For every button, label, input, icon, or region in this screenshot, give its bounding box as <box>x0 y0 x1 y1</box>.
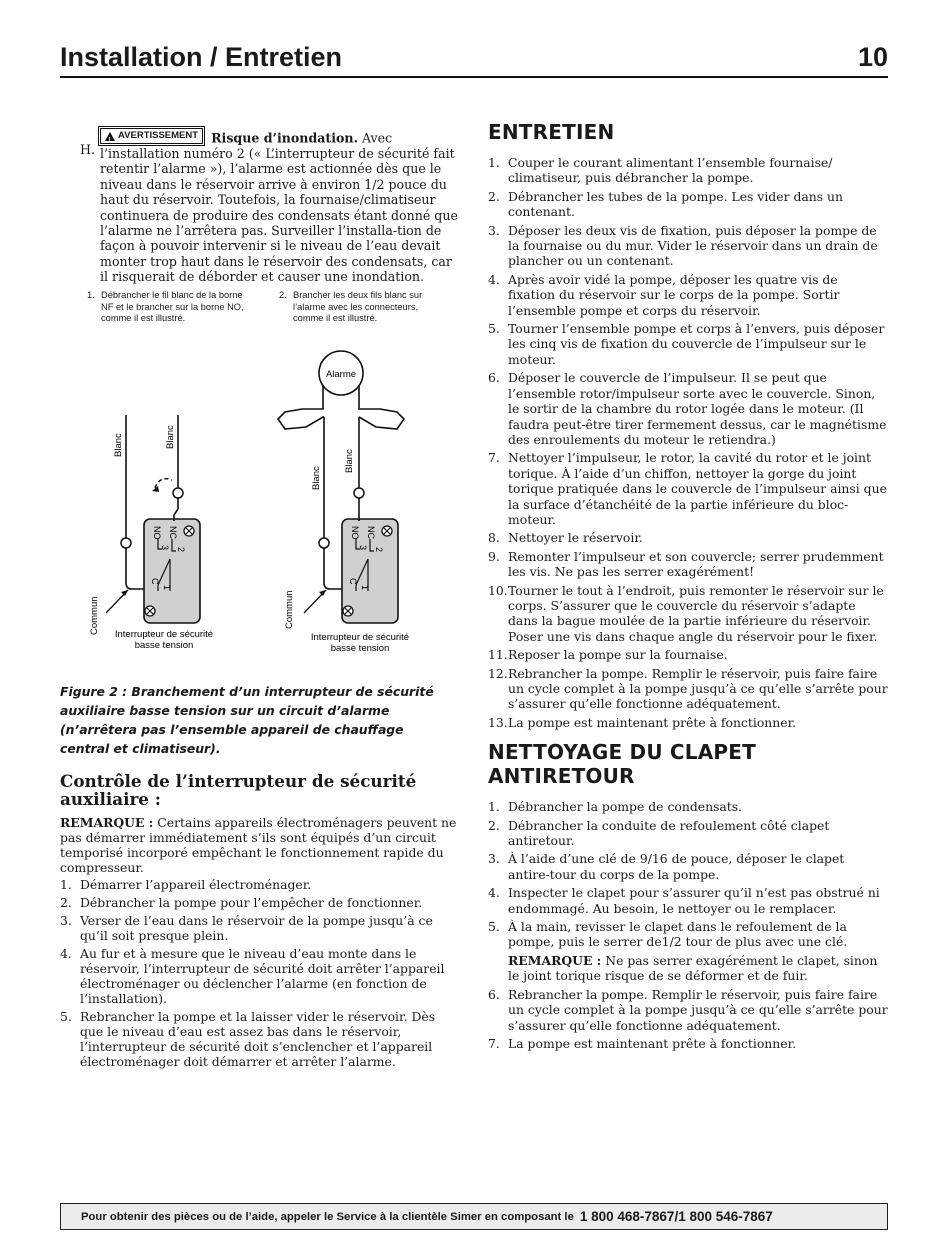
label-terminal: 1 <box>162 585 172 591</box>
list-item <box>488 851 888 882</box>
list-item <box>488 450 888 527</box>
list-item <box>488 155 888 186</box>
aux-remark-label: REMARQUE : <box>60 815 154 830</box>
warning-text: Avec l’installation numéro 2 (« L’interrupteur de sécurité fait retentir l’alarme »), l’alarme est actionnée dès que le niveau dans le réservoir arrive à environ 1/2 pouce du haut du réservoir. Toutefois, la fournaise/climatiseur continuera de produire des condensats étant donné que l’alarme ne l’arrêtera pas. Surveiller l’installa-tion de façon à pouvoir intervenir si le niveau de l’eau devait monter trop haut dans le réservoir des condensats, car il risquerait de déborder et causer une inondation. <box>100 130 458 285</box>
page-number: 10 <box>857 42 888 72</box>
list-item-number: 12. <box>488 665 508 681</box>
list-item <box>60 877 458 892</box>
left-column <box>60 128 460 323</box>
wire-label: Blanc <box>311 466 322 490</box>
page-header <box>60 40 888 78</box>
list-item-number: 1. <box>488 155 500 170</box>
list-item <box>488 715 888 730</box>
wire-label: Blanc <box>113 433 124 457</box>
list-item-number: 2. <box>60 895 72 910</box>
warning-paragraph <box>60 128 460 285</box>
switch-left <box>89 415 213 651</box>
list-item <box>488 370 888 447</box>
page-title: Installation / Entretien <box>60 42 343 72</box>
aux-section-title: Contrôle de l’interrupteur de sécurité auxiliaire : <box>60 771 417 809</box>
list-item-number: 11. <box>488 647 508 663</box>
switch-right <box>278 351 409 654</box>
list-item-text: Tourner l’ensemble pompe et corps à l’envers, puis déposer les cinq vis de fixation du couvercle de l’impulseur sur le moteur. <box>508 321 885 367</box>
list-item-text: Nettoyer l’impulseur, le rotor, la cavité du rotor et le joint torique. À l’aide d’un chiffon, nettoyer la gorge du joint torique pratiquée dans le couvercle de l’impulseur ainsi que la surface d’étanchéité de la partie inférieure du bloc-moteur. <box>508 450 887 527</box>
terminal-icon <box>354 488 364 498</box>
label-c: C <box>348 578 358 585</box>
label-terminal: 3 <box>358 545 368 551</box>
diagram-step-text: Débrancher le fil blanc de la borne NF et le brancher sur la borne NO, comme il est illustré. <box>101 290 244 323</box>
list-item-text: Déposer les deux vis de fixation, puis déposer la pompe de la fournaise ou du mur. Vider le réservoir dans un drain de plancher ou un contenant. <box>508 222 878 269</box>
list-item <box>60 913 458 943</box>
list-item <box>488 987 888 1033</box>
list-item-number: 8. <box>488 530 500 546</box>
list-item-number: 1. <box>488 799 500 815</box>
warning-badge-label: AVERTISSEMENT <box>118 130 199 142</box>
list-item <box>488 583 888 645</box>
list-item-number: 2. <box>488 188 500 204</box>
label-nc: NC <box>366 526 376 539</box>
list-item-text: Inspecter le clapet pour s’assurer qu’il n’est pas obstrué ni endommagé. Au besoin, le nettoyer ou le remplacer. <box>508 885 880 916</box>
list-item-number: 4. <box>60 946 72 961</box>
list-item-number: 13. <box>488 714 508 730</box>
switch-label-line1: Interrupteur de sécurité <box>310 632 410 643</box>
list-item-text: Nettoyer le réservoir. <box>508 530 643 546</box>
list-item-number: 5. <box>488 321 500 337</box>
warning-letter: H. <box>80 142 95 157</box>
list-item <box>488 647 888 662</box>
list-item-text: À la main, revisser le clapet dans le refoulement de la pompe, puis le serrer de1/2 tour de plus avec une clé. <box>508 919 848 950</box>
list-item-number: 6. <box>488 370 500 386</box>
list-item <box>488 666 888 712</box>
entretien-title: ENTRETIEN <box>488 120 615 144</box>
list-item-text: Débrancher la pompe pour l’empêcher de fonctionner. <box>80 895 423 910</box>
switch-label-line2: basse tension <box>330 643 390 654</box>
list-item-text: Débrancher les tubes de la pompe. Les vider dans un contenant. <box>508 188 843 220</box>
list-item-text: Déposer le couvercle de l’impulseur. Il se peut que l’ensemble rotor/impulseur sorte avec le couvercle. Sinon, le sortir de la chambre du rotor logée dans le moteur. (Il faudra peut-être tirer fermement dessus, car le magnétisme des enroulements du moteur le retiendra.) <box>508 370 887 447</box>
nettoyage-remark-text: Ne pas serrer exagérément le clapet, sinon le joint torique risque de se déformer et de fuir. <box>508 952 878 984</box>
diagram-step <box>87 290 252 325</box>
footer-bar <box>60 1203 888 1230</box>
label-terminal: 1 <box>360 585 370 591</box>
aux-remark-text: Certains appareils électroménagers peuvent ne pas démarrer immédiatement s’ils sont équipés d’un circuit temporisé incorporé empêchant le fonctionnement rapide du compresseur. <box>60 815 457 875</box>
aux-remark <box>60 815 458 875</box>
list-item-text: Rebrancher la pompe. Remplir le réservoir, puis faire faire un cycle complet à la pompe jusqu’à ce qu’elle s’arrête pour s’assurer qu’elle fonctionne adéquatement. <box>508 986 888 1033</box>
figure-caption: Figure 2 : Branchement d’un interrupteur de sécurité auxiliaire basse tension sur un circuit d’alarme (n’arrêtera pas l’ensemble appareil de chauffage central et climatiseur). <box>60 684 434 756</box>
list-item-text: Rebrancher la pompe. Remplir le réservoir, puis faire faire un cycle complet à la pompe jusqu’à ce qu’elle s’arrête pour s’assurer qu’elle fonctionne adéquatement. <box>508 665 888 712</box>
list-item-number: 1. <box>60 877 72 892</box>
alarm-label: Alarme <box>325 369 357 380</box>
footer-text: Pour obtenir des pièces ou de l’aide, appeler le Service à la clientèle Simer en composant le <box>81 1210 574 1223</box>
list-item-number: 3. <box>60 913 72 928</box>
list-item-number: 10. <box>488 582 508 598</box>
entretien-list <box>488 155 888 730</box>
list-item <box>488 1036 888 1051</box>
list-item <box>488 799 888 814</box>
list-item <box>60 895 458 910</box>
label-no: NO <box>152 526 162 540</box>
nettoyage-remark-label: REMARQUE : <box>508 952 602 968</box>
list-item-number: 6. <box>488 986 500 1002</box>
list-item-number: 4. <box>488 885 500 901</box>
footer-phone: 1 800 468-7867/1 800 546-7867 <box>579 1209 773 1224</box>
common-label: Commun <box>89 596 100 635</box>
warning-lead: Risque d’inondation. <box>211 130 358 146</box>
list-item <box>488 818 888 849</box>
list-item <box>488 223 888 269</box>
nettoyage-title: NETTOYAGE DU CLAPET ANTIRETOUR <box>488 740 756 789</box>
list-item-number: 9. <box>488 548 500 564</box>
label-terminal: 2 <box>176 547 186 553</box>
list-item-text: À l’aide d’une clé de 9/16 de pouce, déposer le clapet antire-tour du corps de la pompe. <box>508 851 845 882</box>
list-item-text: Débrancher la pompe de condensats. <box>508 799 743 815</box>
list-item-text: La pompe est maintenant prête à fonctionner. <box>508 1035 797 1051</box>
list-item-number: 4. <box>488 271 500 287</box>
wiring-diagram <box>80 345 440 665</box>
list-item-text: Démarrer l’appareil électroménager. <box>80 877 312 892</box>
terminal-icon <box>173 488 183 498</box>
list-item-number: 3. <box>488 851 500 867</box>
list-item-number: 7. <box>488 1035 500 1051</box>
list-item-number: 5. <box>60 1009 72 1024</box>
list-item-text: Débrancher la conduite de refoulement côté clapet antiretour. <box>508 817 830 849</box>
list-item <box>488 530 888 545</box>
diagram-step-number: 2. <box>279 290 287 300</box>
list-item <box>60 946 458 1006</box>
right-column <box>488 120 888 1054</box>
aux-section-body <box>60 815 458 1072</box>
terminal-icon <box>319 538 329 548</box>
list-item <box>488 189 888 220</box>
list-item-number: 7. <box>488 450 500 466</box>
warning-badge <box>100 128 203 144</box>
list-item-text: Verser de l’eau dans le réservoir de la pompe jusqu’à ce qu’il soit presque plein. <box>80 913 433 943</box>
common-label: Commun <box>284 590 295 629</box>
terminal-icon <box>121 538 131 548</box>
list-item <box>60 1009 458 1069</box>
label-terminal: 3 <box>160 545 170 551</box>
list-item-number: 3. <box>488 222 500 238</box>
label-c: C <box>150 578 160 585</box>
nettoyage-remark <box>508 953 888 984</box>
list-item-text: Après avoir vidé la pompe, déposer les quatre vis de fixation du réservoir sur le corps de la pompe. Sortir l’ensemble pompe et corps du réservoir. <box>508 271 840 318</box>
list-item-text: Couper le courant alimentant l’ensemble fournaise/ climatiseur, puis débrancher la pompe. <box>508 155 833 186</box>
diagram-step-text: Brancher les deux fils blanc sur l’alarme avec les connecteurs, comme il est illustré. <box>293 290 423 323</box>
list-item-text: Au fur et à mesure que le niveau d’eau monte dans le réservoir, l’interrupteur de sécurité doit arrêter l’appareil électroménager ou déclencher l’alarme (en fonction de l’installation). <box>80 946 445 1006</box>
list-item <box>488 885 888 916</box>
diagram-step <box>279 290 449 325</box>
diagram-step-number: 1. <box>87 290 95 300</box>
switch-label-line2: basse tension <box>134 640 194 651</box>
list-item <box>488 549 888 580</box>
list-item-text: La pompe est maintenant prête à fonctionner. <box>508 714 797 730</box>
aux-list <box>60 877 458 1069</box>
label-nc: NC <box>168 526 178 539</box>
list-item-text: Remonter l’impulseur et son couvercle; serrer prudemment les vis. Ne pas les serrer exagérément! <box>508 548 884 580</box>
list-item <box>488 321 888 367</box>
list-item <box>488 272 888 318</box>
list-item-text: Reposer la pompe sur la fournaise. <box>508 647 728 663</box>
list-item-number: 2. <box>488 817 500 833</box>
wire-label: Blanc <box>165 425 176 449</box>
wire-label: Blanc <box>344 449 355 473</box>
warning-triangle-icon <box>105 132 115 141</box>
list-item-number: 5. <box>488 919 500 935</box>
list-item-text: Tourner le tout à l’endroit, puis remonter le réservoir sur le corps. S’assurer que le couvercle du réservoir s’adapte dans la bague moulée de la partie inférieure du réservoir. Poser une vis dans chaque angle du réservoir pour le fixer. <box>508 582 884 644</box>
list-item-text: Rebrancher la pompe et la laisser vider le réservoir. Dès que le niveau d’eau est assez bas dans le réservoir, l’interrupteur de sécurité doit s’enclencher et l’appareil électroménager doit démarrer et arrêter l’alarme. <box>80 1009 436 1069</box>
label-no: NO <box>350 526 360 540</box>
label-terminal: 2 <box>374 547 384 553</box>
switch-label-line1: Interrupteur de sécurité <box>114 629 214 640</box>
nettoyage-list <box>488 799 888 1051</box>
list-item <box>488 919 888 984</box>
